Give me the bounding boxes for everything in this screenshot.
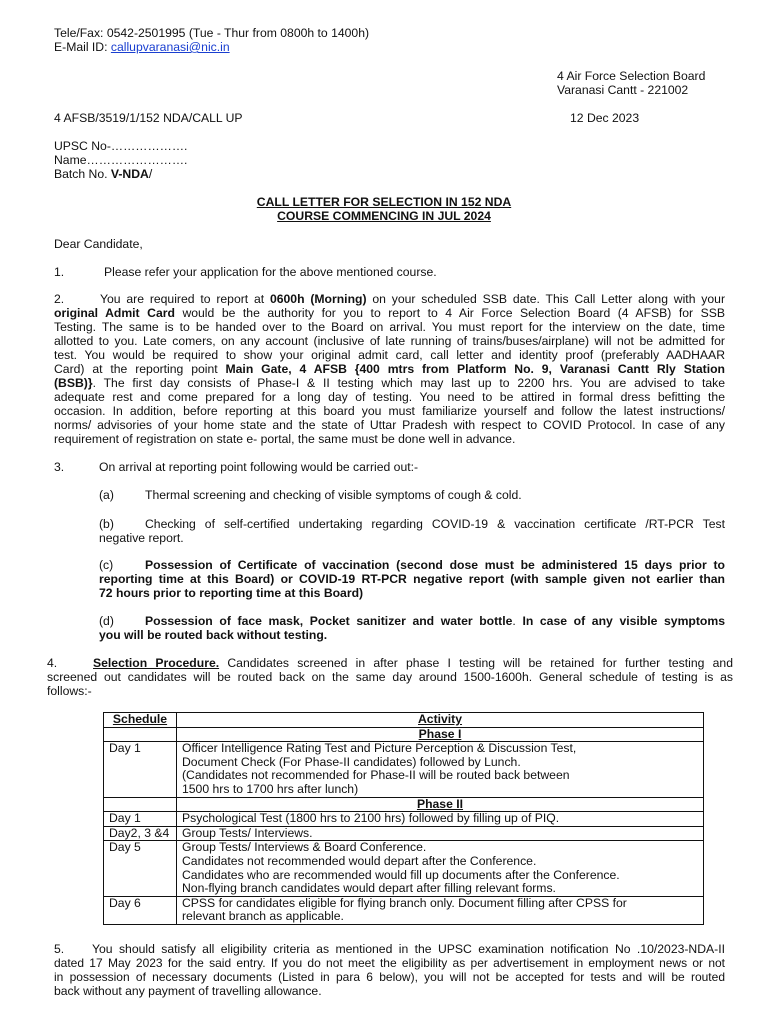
activity-line: (Candidates not recommended for Phase-II will be routed back between xyxy=(182,768,570,783)
activity-line: Non-flying branch candidates would depart after filling relevant forms. xyxy=(182,881,556,896)
para2-line4: allotted to you. Late comers, on any account (inclusive of late running of trains/buses/airplane) will not be admitted for xyxy=(54,334,725,348)
candidate-name: Name……………………. xyxy=(54,153,188,167)
schedule-cell: Day 1 xyxy=(104,812,177,827)
para3b-label: (b) xyxy=(99,517,114,531)
title-line1: CALL LETTER FOR SELECTION IN 152 NDA xyxy=(256,195,512,209)
para2-line11: requirement of registration on state e- portal, the same must be done well in advance. xyxy=(54,432,516,446)
telefax: Tele/Fax: 0542-2501995 (Tue - Thur from 0800h to 1400h) xyxy=(54,26,370,40)
phase2-heading: Phase II xyxy=(416,796,464,811)
para4-line2: screened out candidates will be routed back on the same day around 1500-1600h. General schedule of testing is as xyxy=(47,670,733,684)
para2-number: 2. xyxy=(54,292,65,306)
para2-line6: Card) at the reporting point Main Gate, 4 AFSB {400 mtrs from Platform No. 9, Varanasi Cantt Rly Station xyxy=(54,362,725,376)
para3c-line3: 72 hours prior to reporting time at this Board) xyxy=(99,586,364,600)
activity-line: 1500 hrs to 1700 hrs after lunch) xyxy=(182,781,359,796)
activity-line: relevant branch as applicable. xyxy=(182,909,344,924)
phase2-row xyxy=(104,797,704,812)
para2-line5: test. You would be required to show your original admit card, call letter and identity proof (preferably AADHAAR xyxy=(54,348,725,362)
para3b-line2: negative report. xyxy=(99,531,184,545)
para5-line1: You should satisfy all eligibility criteria as mentioned in the UPSC examination notification No .10/2023-NDA-II xyxy=(92,942,725,956)
title-line2: COURSE COMMENCING IN JUL 2024 xyxy=(277,209,491,223)
phase1-heading: Phase I xyxy=(418,726,462,741)
table-row xyxy=(104,841,704,896)
activity-line: CPSS for candidates eligible for flying branch only. Document filling after CPSS for xyxy=(182,895,627,910)
schedule-cell: Day 1 xyxy=(104,742,177,797)
para5-line2: dated 17 May 2023 for the said entry. If you do not meet the eligibility as per advertisement in employment news or not xyxy=(54,956,725,970)
activity-cell xyxy=(177,826,704,841)
para3c-label: (c) xyxy=(99,558,114,572)
para3c-line1: Possession of Certificate of vaccination (second dose must be administered 15 days prior to xyxy=(145,558,725,572)
activity-cell xyxy=(177,896,704,924)
para5-number: 5. xyxy=(54,942,65,956)
para4-line3: follows:- xyxy=(47,684,92,698)
activity-line: Document Check (For Phase-II candidates) followed by Lunch. xyxy=(182,754,521,769)
email-label: E-Mail ID: xyxy=(54,40,111,54)
para3-intro: On arrival at reporting point following would be carried out:- xyxy=(99,460,419,474)
letter-date: 12 Dec 2023 xyxy=(570,111,640,125)
schedule-cell: Day 5 xyxy=(104,841,177,896)
para1-number: 1. xyxy=(54,265,65,279)
activity-line: Psychological Test (1800 hrs to 2100 hrs) followed by filling up of PIQ. xyxy=(182,811,560,826)
board-address-line1: 4 Air Force Selection Board xyxy=(557,69,706,83)
para4-line1: Selection Procedure. Candidates screened in after phase I testing will be retained for further testing and xyxy=(93,656,733,670)
para3d-line1: Possession of face mask, Pocket sanitizer and water bottle. In case of any visible symptoms xyxy=(145,614,725,628)
activity-line: Candidates not recommended would depart after the Conference. xyxy=(182,853,537,868)
para3a-text: Thermal screening and checking of visible symptoms of cough & cold. xyxy=(145,488,522,502)
activity-cell xyxy=(177,841,704,896)
activity-line: Officer Intelligence Rating Test and Picture Perception & Discussion Test, xyxy=(182,741,577,756)
phase1-row xyxy=(104,727,704,742)
para5-line4: back without any payment of travelling allowance. xyxy=(54,984,322,998)
schedule-cell: Day2, 3 &4 xyxy=(104,826,177,841)
batch-value: V-NDA xyxy=(110,167,149,181)
para2-line3: Testing. The same is to be handed over to the Board on arrival. You must report for the interview on the date, time xyxy=(54,320,725,334)
para2-line8: adequate rest and come prepared for a long day of testing. You need to be attired in formal dress befitting the xyxy=(54,390,725,404)
header-activity: Activity xyxy=(417,712,463,726)
upsc-number: UPSC No-………………. xyxy=(54,139,188,153)
activity-line: Candidates who are recommended would fill up documents after the Conference. xyxy=(182,867,620,882)
batch-label: Batch No. xyxy=(54,167,111,181)
para3c-line2: reporting time at this Board) or COVID-19 RT-PCR negative report (with sample given not earlier than xyxy=(99,572,725,586)
email-line xyxy=(54,40,230,54)
table-row xyxy=(104,826,704,841)
table-row xyxy=(104,812,704,827)
para4-number: 4. xyxy=(47,656,58,670)
para3-number: 3. xyxy=(54,460,65,474)
batch-suffix: / xyxy=(148,167,153,181)
para1-text: Please refer your application for the above mentioned course. xyxy=(104,265,437,279)
para3b-line1: Checking of self-certified undertaking regarding COVID-19 & vaccination certificate /RT-PCR Test xyxy=(145,517,725,531)
schedule-table xyxy=(103,712,704,925)
schedule-cell: Day 6 xyxy=(104,896,177,924)
para2-line10: norms/ advisories of your home state and the state of Uttar Pradesh with respect to COVID Protocol. In case of any xyxy=(54,418,725,432)
board-address-line2: Varanasi Cantt - 221002 xyxy=(557,83,689,97)
para3a-label: (a) xyxy=(99,488,114,502)
activity-cell xyxy=(177,742,704,797)
para3d-line2: you will be routed back without testing. xyxy=(99,628,328,642)
table-row xyxy=(104,896,704,924)
table-row xyxy=(104,742,704,797)
salutation: Dear Candidate, xyxy=(54,237,143,251)
para2-line9: occasion. In addition, before reporting at this board you must familiarize yourself and follow the latest instructions/ xyxy=(54,404,725,418)
activity-line: Group Tests/ Interviews & Board Conference. xyxy=(182,840,427,855)
activity-cell xyxy=(177,812,704,827)
table-header-row xyxy=(104,713,704,728)
email-link[interactable]: callupvaranasi@nic.in xyxy=(110,40,230,54)
para2-line2: original Admit Card would be the authority for you to report to 4 Air Force Selection Board (4 AFSB) for SSB xyxy=(54,306,725,320)
para2-line7: (BSB)}. The first day consists of Phase-I & II testing which may last up to 2200 hrs. You are advised to take xyxy=(54,376,725,390)
activity-line: Group Tests/ Interviews. xyxy=(182,825,313,840)
para2-line1: You are required to report at 0600h (Morning) on your scheduled SSB date. This Call Letter along with your xyxy=(100,292,726,306)
para5-line3: in possession of necessary documents (Listed in para 6 below), you will not be accepted for tests and will be routed xyxy=(54,970,725,984)
batch-number xyxy=(54,167,152,181)
reference-number: 4 AFSB/3519/1/152 NDA/CALL UP xyxy=(54,111,243,125)
para3d-label: (d) xyxy=(99,614,114,628)
header-schedule: Schedule xyxy=(112,712,168,726)
